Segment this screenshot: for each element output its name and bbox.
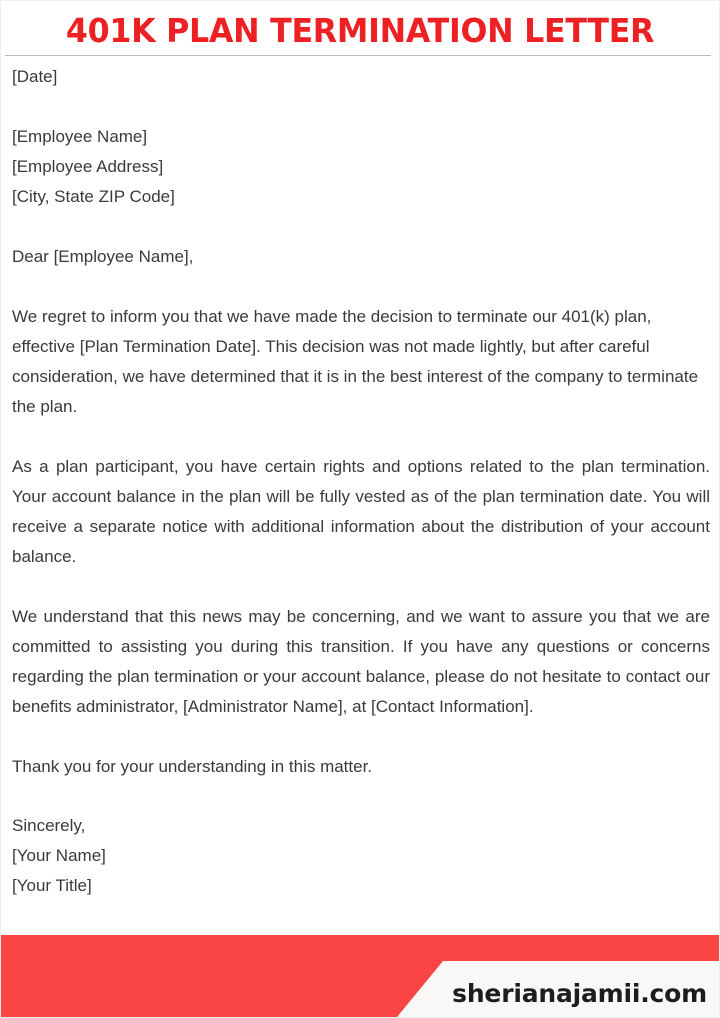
signature-name: [Your Name] (12, 846, 106, 865)
body-paragraph-1: We regret to inform you that we have made the decision to terminate our 401(k) plan, effective [Plan Termination Date]. This decision was not made lightly, but after careful consideration, we have determined that it is in the best interest of the company to terminate the plan. (12, 307, 699, 416)
recipient-address-line: [Employee Address] (12, 157, 164, 176)
signature-title: [Your Title] (12, 876, 92, 895)
footer-banner (1, 935, 719, 1017)
closing-valediction: Sincerely, (12, 816, 86, 835)
letter-body (1, 56, 719, 901)
recipient-name-line: [Employee Name] (12, 127, 148, 146)
spacer-after-address (12, 212, 710, 242)
title-block (1, 1, 719, 51)
date-line: [Date] (12, 67, 58, 86)
recipient-city-state-zip-line: [City, State ZIP Code] (12, 187, 175, 206)
body-paragraph-3: We understand that this news may be concerning, and we want to assure you that we are committed to assisting you during this transition. If you have any questions or concerns regarding the plan termination or your account balance, please do not hesitate to contact our benefits administrator, [Administrator Name], at [Contact Information]. (12, 607, 710, 716)
spacer-before-closing (12, 782, 710, 811)
page-title: 401K PLAN TERMINATION LETTER (65, 11, 655, 50)
salutation: Dear [Employee Name], (12, 247, 194, 266)
spacer-after-paragraph-3 (12, 722, 710, 752)
footer-website-label: sherianajamii.com (452, 979, 707, 1008)
spacer-after-date (12, 92, 710, 122)
spacer-after-salutation (12, 272, 710, 302)
spacer-after-paragraph-1 (12, 422, 710, 452)
body-paragraph-2: As a plan participant, you have certain rights and options related to the plan termination. Your account balance in the plan will be fully vested as of the plan termination date. You will receive a separate notice with additional information about the distribution of your account balance. (12, 457, 710, 566)
spacer-after-paragraph-2 (12, 572, 710, 602)
thank-you-line: Thank you for your understanding in this matter. (12, 757, 373, 776)
